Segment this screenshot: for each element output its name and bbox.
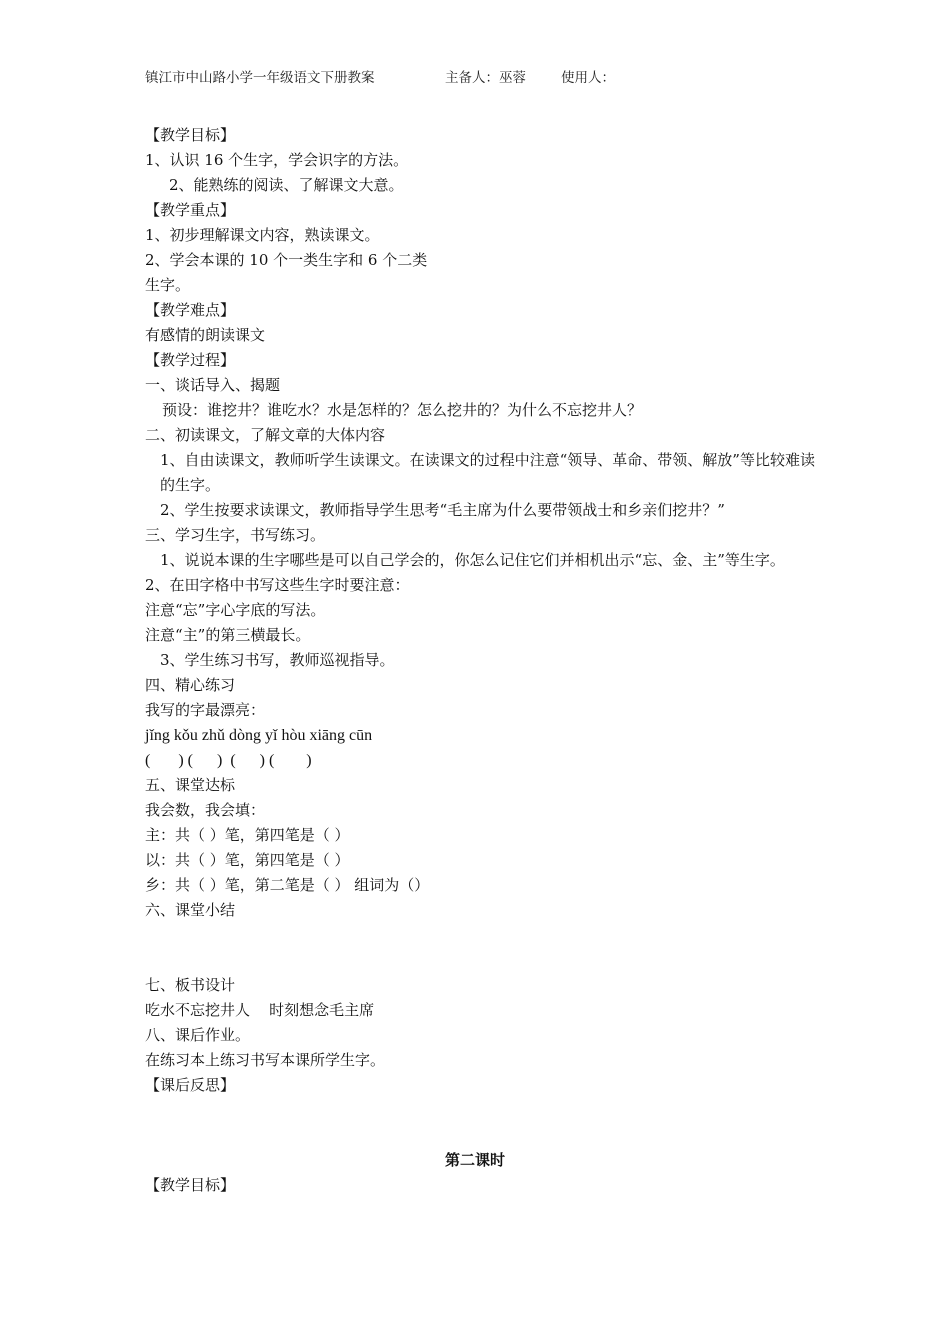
step-heading: 七、板书设计	[145, 976, 236, 994]
step-heading: 八、课后作业。	[145, 1026, 251, 1044]
step-detail: 1、自由读课文，教师听学生读课文。在读课文的过程中注意“领导、革命、带领、解放”等比较难读的生字。	[160, 451, 815, 494]
spacer	[145, 1098, 815, 1123]
step-heading: 四、精心练习	[145, 676, 236, 694]
spacer	[145, 923, 815, 948]
board-design: 吃水不忘挖井人 时刻想念毛主席	[145, 1001, 375, 1019]
page-header	[145, 66, 615, 86]
step-detail: 2、在田字格中书写这些生字时要注意：	[145, 576, 410, 594]
step-detail: 预设：谁挖井？谁吃水？水是怎样的？怎么挖井的？为什么不忘挖井人？	[162, 401, 643, 419]
step-heading: 一、谈话导入、揭题	[145, 376, 281, 394]
school-title: 镇江市中山路小学一年级语文下册教案	[145, 70, 375, 86]
step-heading: 五、课堂达标	[145, 776, 236, 794]
difficulty-heading: 【教学难点】	[145, 301, 236, 319]
lesson-two-title: 第二课时	[444, 1151, 505, 1169]
key-points-heading: 【教学重点】	[145, 201, 236, 219]
step-heading: 三、学习生字，书写练习。	[145, 526, 326, 544]
step-heading: 二、初读课文，了解文章的大体内容	[145, 426, 386, 444]
stroke-exercise: 以：共（ ）笔，第四笔是（ ）	[145, 851, 350, 869]
homework-text: 在练习本上练习书写本课所学生字。	[145, 1051, 386, 1069]
spacer	[145, 1123, 815, 1148]
difficulty-item: 有感情的朗读课文	[145, 326, 266, 344]
step-detail: 3、学生练习书写，教师巡视指导。	[160, 651, 395, 669]
step-detail: 2、学生按要求读课文，教师指导学生思考“毛主席为什么要带领战士和乡亲们挖井？”	[160, 501, 725, 519]
step-note: 注意“忘”字心字底的写法。	[145, 601, 326, 619]
step-heading: 六、课堂小结	[145, 901, 236, 919]
objectives-heading: 【教学目标】	[145, 1176, 236, 1194]
answer-blanks-row: ( ) ( ) ( ) ( )	[145, 752, 312, 769]
exercise-intro: 我写的字最漂亮：	[145, 701, 266, 719]
key-point-continuation: 生字。	[145, 276, 191, 294]
process-heading: 【教学过程】	[145, 351, 236, 369]
pinyin-row: jǐng kǒu zhǔ dòng yǐ hòu xiāng cūn	[145, 727, 373, 744]
lesson-plan-body	[145, 123, 815, 1198]
stroke-exercise: 主：共（ ）笔，第四笔是（ ）	[145, 826, 350, 844]
objective-item: 1、认识 16 个生字，学会识字的方法。	[145, 151, 409, 169]
step-detail: 1、说说本课的生字哪些是可以自己学会的，你怎么记住它们并相机出示“忘、金、主”等生字。	[160, 551, 785, 569]
key-point-item: 2、学会本课的 10 个一类生字和 6 个二类	[145, 251, 428, 269]
objective-item: 2、能熟练的阅读、了解课文大意。	[169, 176, 404, 194]
spacer	[145, 948, 815, 973]
key-point-item: 1、初步理解课文内容，熟读课文。	[145, 226, 380, 244]
reflection-heading: 【课后反思】	[145, 1076, 236, 1094]
stroke-exercise: 乡：共（ ）笔，第二笔是（ ） 组词为（）	[145, 876, 430, 894]
step-note: 注意“主”的第三横最长。	[145, 626, 311, 644]
preparer-label: 主备人：巫蓉	[445, 70, 526, 86]
user-label: 使用人：	[561, 70, 615, 86]
objectives-heading: 【教学目标】	[145, 126, 236, 144]
exercise-intro: 我会数，我会填：	[145, 801, 266, 819]
